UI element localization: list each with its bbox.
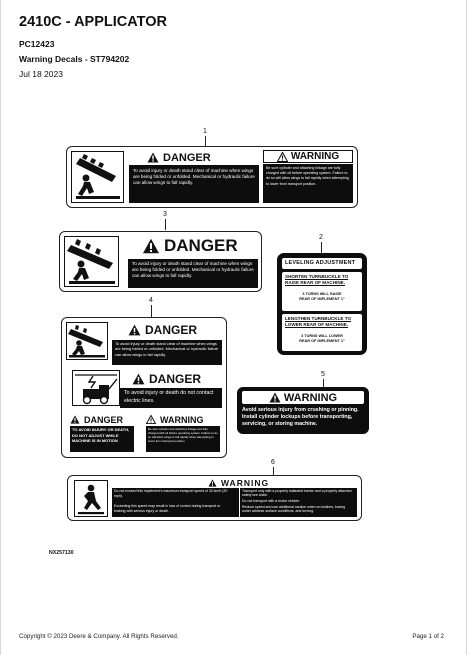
decal-5	[237, 387, 369, 434]
ballast-message: Transport only with a properly ballasted tractor and a properly attached safety tow chain.	[242, 489, 352, 498]
crush-hazard-icon	[65, 237, 118, 286]
speed-pictogram	[74, 480, 108, 517]
section-title: Warning Decals - ST794202	[19, 54, 130, 64]
warning-word: WARNING	[283, 391, 338, 404]
danger-message: TO AVOID INJURY OR DEATH, DO NOT ADJUST WHILE MACHINE IS IN MOTION	[72, 427, 130, 444]
raise-instruction-box	[282, 272, 362, 311]
decal-2	[277, 253, 367, 355]
leveling-title: LEVELING ADJUSTMENT	[285, 260, 356, 266]
decal-4-bottom-warning-signal	[146, 414, 204, 425]
alert-triangle-icon	[147, 152, 159, 163]
danger-word: DANGER	[163, 151, 211, 164]
decal-4-mid-danger-signal	[132, 372, 201, 386]
danger-message: To avoid injury or death stand clear of machine when wings are being folded or unfolded. Mechanical or hydraulic failure can allow wings to fall rapidly.	[132, 261, 254, 279]
decal-3	[59, 231, 262, 292]
fall-hazard-icon	[75, 481, 107, 516]
alert-triangle-icon	[70, 415, 80, 424]
crush-hazard-icon	[67, 323, 107, 359]
wing-crush-pictogram	[71, 151, 124, 203]
callout-leader	[273, 467, 274, 475]
footer-page-number: Page 1 of 2	[412, 633, 444, 640]
raise-note-line-1: 3 TURNS WILL RAISE	[302, 292, 342, 296]
danger-word: DANGER	[149, 372, 202, 386]
decal-6-warning-signal	[208, 478, 269, 488]
decal-1-danger-signal	[147, 151, 211, 164]
danger-word: DANGER	[84, 414, 124, 425]
warning-word: WARNING	[221, 478, 270, 488]
callout-leader	[205, 136, 206, 146]
decal-3-danger-panel	[128, 259, 258, 288]
alert-triangle-icon	[208, 479, 217, 487]
raise-instruction: SHORTEN TURNBUCKLE TO RAISE REAR OF MACHINE.	[285, 274, 349, 285]
callout-leader	[165, 219, 166, 230]
decal-4	[61, 317, 227, 458]
lower-note-line-1: 3 TURNS WILL LOWER	[301, 334, 343, 338]
reduce-speed-message: Reduce speed and use additional caution when on inclines, towing under adverse surface conditions, and turning.	[242, 505, 346, 514]
speed-consequence-message: Exceeding this speed may result in loss of control during transport or braking with serious injury or death.	[114, 504, 221, 513]
warning-word: WARNING	[290, 151, 340, 162]
danger-message: To avoid injury or death do not contact electric lines.	[124, 390, 214, 404]
danger-word: DANGER	[164, 236, 238, 255]
decal-6-right-panel	[240, 488, 357, 517]
decal-5-warning-signal	[242, 391, 364, 404]
alert-triangle-icon	[128, 324, 141, 336]
alert-triangle-icon	[142, 238, 160, 254]
warning-message: Be sure cylinder and attaching linkage are fully charged with oil before operating system. Failure to do so will allow wings to fall rapidly when attempting to lower from transport position.	[266, 166, 349, 186]
leveling-title-box	[282, 258, 362, 269]
lower-instruction: LENGTHEN TURNBUCKLE TO LOWER REAR OF MACHINE.	[285, 316, 352, 327]
callout-4: 4	[149, 297, 153, 304]
decal-4-top-danger-panel	[112, 340, 222, 365]
warning-word: WARNING	[160, 414, 204, 425]
callout-6: 6	[271, 459, 275, 466]
callout-3: 3	[163, 211, 167, 218]
danger-message: To avoid injury or death stand clear of machine when wings are being folded or unfolded. Mechanical or hydraulic failure can allow wings to fall rapidly.	[133, 168, 255, 186]
callout-5: 5	[321, 371, 325, 378]
callout-leader	[323, 379, 324, 387]
decal-4-bottom-warning-panel	[146, 426, 220, 452]
electric-lines-icon	[73, 371, 119, 405]
decal-1-danger-panel	[129, 165, 259, 203]
footer-copyright: Copyright © 2023 Deere & Company. All Rights Reserved.	[19, 633, 179, 640]
danger-message: To avoid injury or death stand clear of machine when wings are being folded or unfolded. Mechanical or hydraulic failure can allow wings to fall rapidly.	[115, 341, 219, 357]
motor-vehicle-message: Do not transport with a motor vehicle.	[242, 499, 300, 503]
decal-3-danger-signal	[142, 236, 238, 256]
decal-4-top-danger-signal	[128, 323, 197, 337]
decal-4-bottom-danger-panel	[70, 426, 134, 452]
alert-triangle-icon	[269, 392, 281, 403]
speed-limit-message: Do not exceed this implement's maximum transport speed of 32 km/h (20 mph).	[114, 489, 228, 498]
callout-leader	[321, 242, 322, 253]
decal-4-mid-danger-panel	[120, 388, 222, 408]
decal-6	[67, 475, 362, 521]
figure-code: NX257130	[49, 550, 74, 556]
part-number: PC12423	[19, 39, 55, 49]
crush-hazard-icon	[72, 152, 123, 202]
callout-1: 1	[203, 128, 207, 135]
decal-1-warning-panel	[263, 164, 353, 203]
raise-note-line-2: REAR OF IMPLEMENT 1"	[299, 297, 345, 301]
page-title: 2410C - APPLICATOR	[19, 14, 167, 30]
alert-triangle-icon	[277, 152, 288, 162]
alert-triangle-icon	[146, 415, 156, 424]
decal-1	[66, 146, 358, 208]
danger-word: DANGER	[145, 323, 198, 337]
callout-leader	[151, 305, 152, 317]
alert-triangle-icon	[132, 373, 145, 385]
decal-6-left-panel	[112, 488, 239, 517]
decal-1-warning-signal	[263, 150, 353, 163]
publish-date: Jul 18 2023	[19, 69, 63, 79]
callout-2: 2	[319, 234, 323, 241]
warning-message: Avoid serious injury from crushing or pinning. Install cylinder lockups before transporting, servicing, or storing machine.	[242, 407, 359, 427]
wing-crush-pictogram	[64, 236, 119, 287]
lower-note-line-2: REAR OF IMPLEMENT 1"	[299, 339, 345, 343]
decal-4-bottom-danger-signal	[70, 414, 123, 425]
power-line-pictogram	[72, 370, 120, 406]
lower-instruction-box	[282, 314, 362, 351]
wing-crush-pictogram	[66, 322, 108, 360]
warning-message: Be sure cylinder and attaching linkage are fully charged with oil before operating system. Failure to do so will allow wings to fall rapidly when attempting to lower from transport position.	[148, 427, 218, 443]
